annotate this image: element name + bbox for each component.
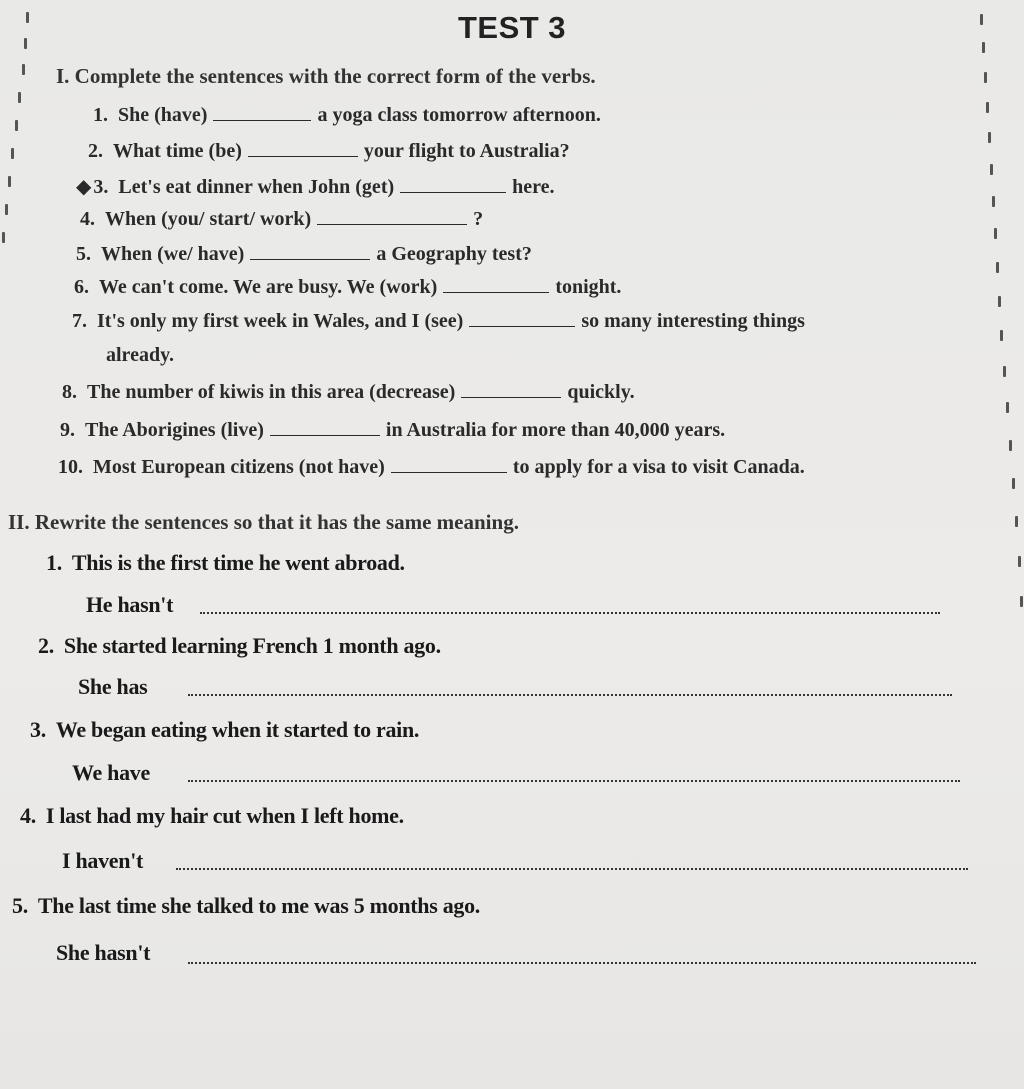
item-number: 3.	[30, 717, 46, 742]
answer-line[interactable]	[188, 780, 960, 782]
part1-heading: I. Complete the sentences with the correct form of the verbs.	[56, 64, 596, 88]
item-text-after: tonight.	[555, 276, 622, 298]
item-sentence: She started learning French 1 month ago.	[63, 633, 441, 658]
item-sentence: The last time she talked to me was 5 months ago.	[37, 893, 480, 918]
item-number: 7.	[72, 310, 87, 332]
part1-item-1	[93, 104, 601, 127]
item-text: Let's eat dinner when John (get)	[118, 176, 395, 198]
item-number: 1.	[93, 104, 108, 126]
answer-blank[interactable]	[400, 178, 506, 193]
answer-blank[interactable]	[461, 383, 561, 398]
item-text-after: quickly.	[567, 381, 635, 403]
part2-prompt-2: She has	[78, 674, 148, 699]
part2-prompt-4: I haven't	[62, 848, 144, 873]
answer-line[interactable]	[188, 694, 952, 696]
part2-item-1	[46, 550, 405, 576]
part1-item-9	[60, 419, 725, 442]
answer-blank[interactable]	[248, 142, 358, 157]
item-text-after: ?	[473, 208, 484, 230]
item-text-after: your flight to Australia?	[363, 140, 570, 162]
part2-prompt-5: She hasn't	[56, 940, 151, 965]
answer-blank[interactable]	[250, 245, 370, 260]
item-text-after: so many interesting things	[581, 310, 805, 332]
part1-item-6	[74, 276, 621, 299]
answer-blank[interactable]	[469, 312, 575, 327]
item-number: 9.	[60, 419, 75, 441]
part2-item-5	[12, 893, 480, 919]
part1-item-2	[88, 140, 570, 163]
part2-heading: II. Rewrite the sentences so that it has the same meaning.	[8, 510, 519, 534]
item-number: 3.	[93, 176, 109, 198]
item-text-after: here.	[512, 176, 555, 198]
part2-item-3	[30, 717, 419, 743]
part2-item-2	[38, 633, 441, 659]
part1-item-7-continued: already.	[106, 344, 174, 366]
item-number: 1.	[46, 550, 62, 575]
part1-item-5	[76, 243, 532, 266]
answer-blank[interactable]	[270, 421, 380, 436]
item-number: 5.	[76, 243, 91, 265]
item-number: 5.	[12, 893, 28, 918]
item-number: 2.	[88, 140, 103, 162]
item-text: It's only my first week in Wales, and I (see)	[97, 310, 464, 332]
item-text-after: in Australia for more than 40,000 years.	[385, 419, 726, 441]
part1-item-3	[76, 174, 555, 199]
part1-item-8	[62, 381, 635, 404]
item-text-after: a Geography test?	[376, 243, 532, 265]
answer-blank[interactable]	[443, 278, 549, 293]
part2-prompt-3: We have	[72, 760, 150, 785]
item-number: 6.	[74, 276, 89, 298]
answer-blank[interactable]	[391, 458, 507, 473]
part2-item-4	[20, 803, 404, 829]
test-title: TEST 3	[457, 10, 567, 45]
item-text: The Aborigines (live)	[85, 419, 264, 441]
item-text: She (have)	[118, 104, 208, 126]
item-text: When (we/ have)	[101, 243, 245, 265]
part1-item-4	[80, 208, 483, 231]
arrow-mark-icon: ◆	[76, 176, 92, 198]
item-sentence: I last had my hair cut when I left home.	[45, 803, 404, 828]
item-text: What time (be)	[113, 140, 242, 162]
item-number: 10.	[58, 456, 83, 478]
item-text: Most European citizens (not have)	[93, 456, 385, 478]
item-text: The number of kiwis in this area (decrease)	[87, 381, 456, 403]
answer-line[interactable]	[188, 962, 976, 964]
item-text-after: a yoga class tomorrow afternoon.	[317, 104, 601, 126]
item-text: When (you/ start/ work)	[105, 208, 312, 230]
item-number: 8.	[62, 381, 77, 403]
item-number: 4.	[20, 803, 36, 828]
item-text-after: to apply for a visa to visit Canada.	[512, 456, 805, 478]
part2-prompt-1: He hasn't	[86, 592, 174, 617]
answer-line[interactable]	[176, 868, 968, 870]
answer-line[interactable]	[200, 612, 940, 614]
answer-blank[interactable]	[317, 210, 467, 225]
item-sentence: This is the first time he went abroad.	[71, 550, 405, 575]
part1-item-10	[58, 456, 805, 479]
item-number: 4.	[80, 208, 95, 230]
item-number: 2.	[38, 633, 54, 658]
item-text: We can't come. We are busy. We (work)	[99, 276, 438, 298]
item-sentence: We began eating when it started to rain.	[55, 717, 420, 742]
part1-item-7	[72, 310, 805, 333]
answer-blank[interactable]	[213, 106, 311, 121]
